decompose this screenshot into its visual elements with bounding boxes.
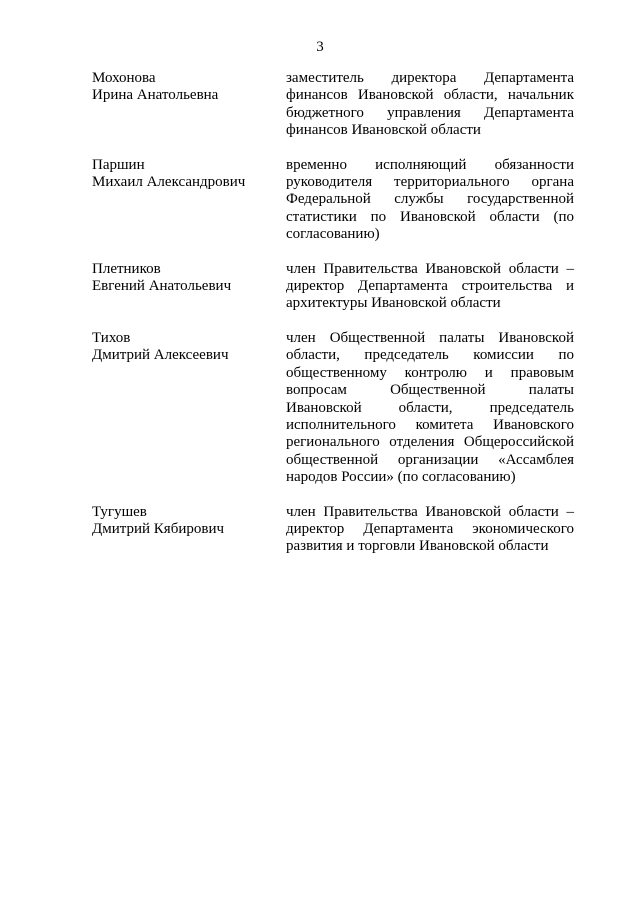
member-name	[92, 330, 286, 487]
member-surname: Тугушев	[92, 503, 147, 520]
role-line: руководителя территориального органа	[286, 174, 574, 191]
member-given-names: Евгений Анатольевич	[92, 278, 232, 295]
role-line: директор Департамента строительства и	[286, 278, 574, 295]
role-line: бюджетного управления Департамента	[286, 104, 574, 121]
role-line: Ивановской области, председатель	[286, 399, 574, 416]
member-list	[92, 70, 574, 573]
role-line: заместитель директора Департамента	[286, 70, 574, 86]
role-line: директор Департамента экономического	[286, 520, 574, 537]
role-line: финансов Ивановской области	[286, 122, 481, 139]
role-line: статистики по Ивановской области (по	[286, 208, 574, 225]
member-given-names: Дмитрий Кябирович	[92, 520, 225, 537]
member-role	[286, 261, 574, 313]
page-number: 3	[316, 39, 324, 55]
role-line: области, председатель комиссии по	[286, 347, 574, 364]
role-line: общественной организации «Ассамблея	[286, 451, 574, 468]
role-line: регионального отделения Общероссийской	[286, 434, 574, 451]
member-entry-pletnikov	[92, 261, 574, 313]
role-line: Федеральной службы государственной	[286, 191, 574, 208]
role-line: согласованию)	[286, 226, 380, 243]
member-role	[286, 504, 574, 556]
role-line: член Общественной палаты Ивановской	[286, 329, 574, 346]
role-line: временно исполняющий обязанности	[286, 156, 574, 173]
member-name	[92, 261, 286, 313]
member-role	[286, 70, 574, 140]
member-given-names: Михаил Александрович	[92, 174, 246, 191]
role-line: архитектуры Ивановской области	[286, 295, 501, 312]
member-role	[286, 157, 574, 244]
member-role	[286, 330, 574, 487]
role-line: член Правительства Ивановской области –	[286, 260, 574, 277]
member-entry-tugushev	[92, 504, 574, 556]
member-given-names: Дмитрий Алексеевич	[92, 347, 229, 364]
member-entry-parshin	[92, 157, 574, 244]
member-surname: Мохонова	[92, 70, 156, 86]
member-name	[92, 157, 286, 244]
member-entry-mokhonova	[92, 70, 574, 140]
member-surname: Плетников	[92, 260, 161, 277]
role-line: развития и торговли Ивановской области	[286, 538, 549, 555]
member-name	[92, 504, 286, 556]
member-surname: Тихов	[92, 329, 131, 346]
member-entry-tikhov	[92, 330, 574, 487]
role-line: народов России» (по согласованию)	[286, 469, 516, 486]
member-name	[92, 70, 286, 140]
role-line: общественному контролю и правовым	[286, 364, 574, 381]
role-line: исполнительного комитета Ивановского	[286, 416, 574, 433]
member-given-names: Ирина Анатольевна	[92, 87, 219, 104]
role-line: вопросам Общественной палаты	[286, 382, 574, 399]
member-surname: Паршин	[92, 156, 145, 173]
role-line: член Правительства Ивановской области –	[286, 503, 574, 520]
role-line: финансов Ивановской области, начальник	[286, 87, 574, 104]
